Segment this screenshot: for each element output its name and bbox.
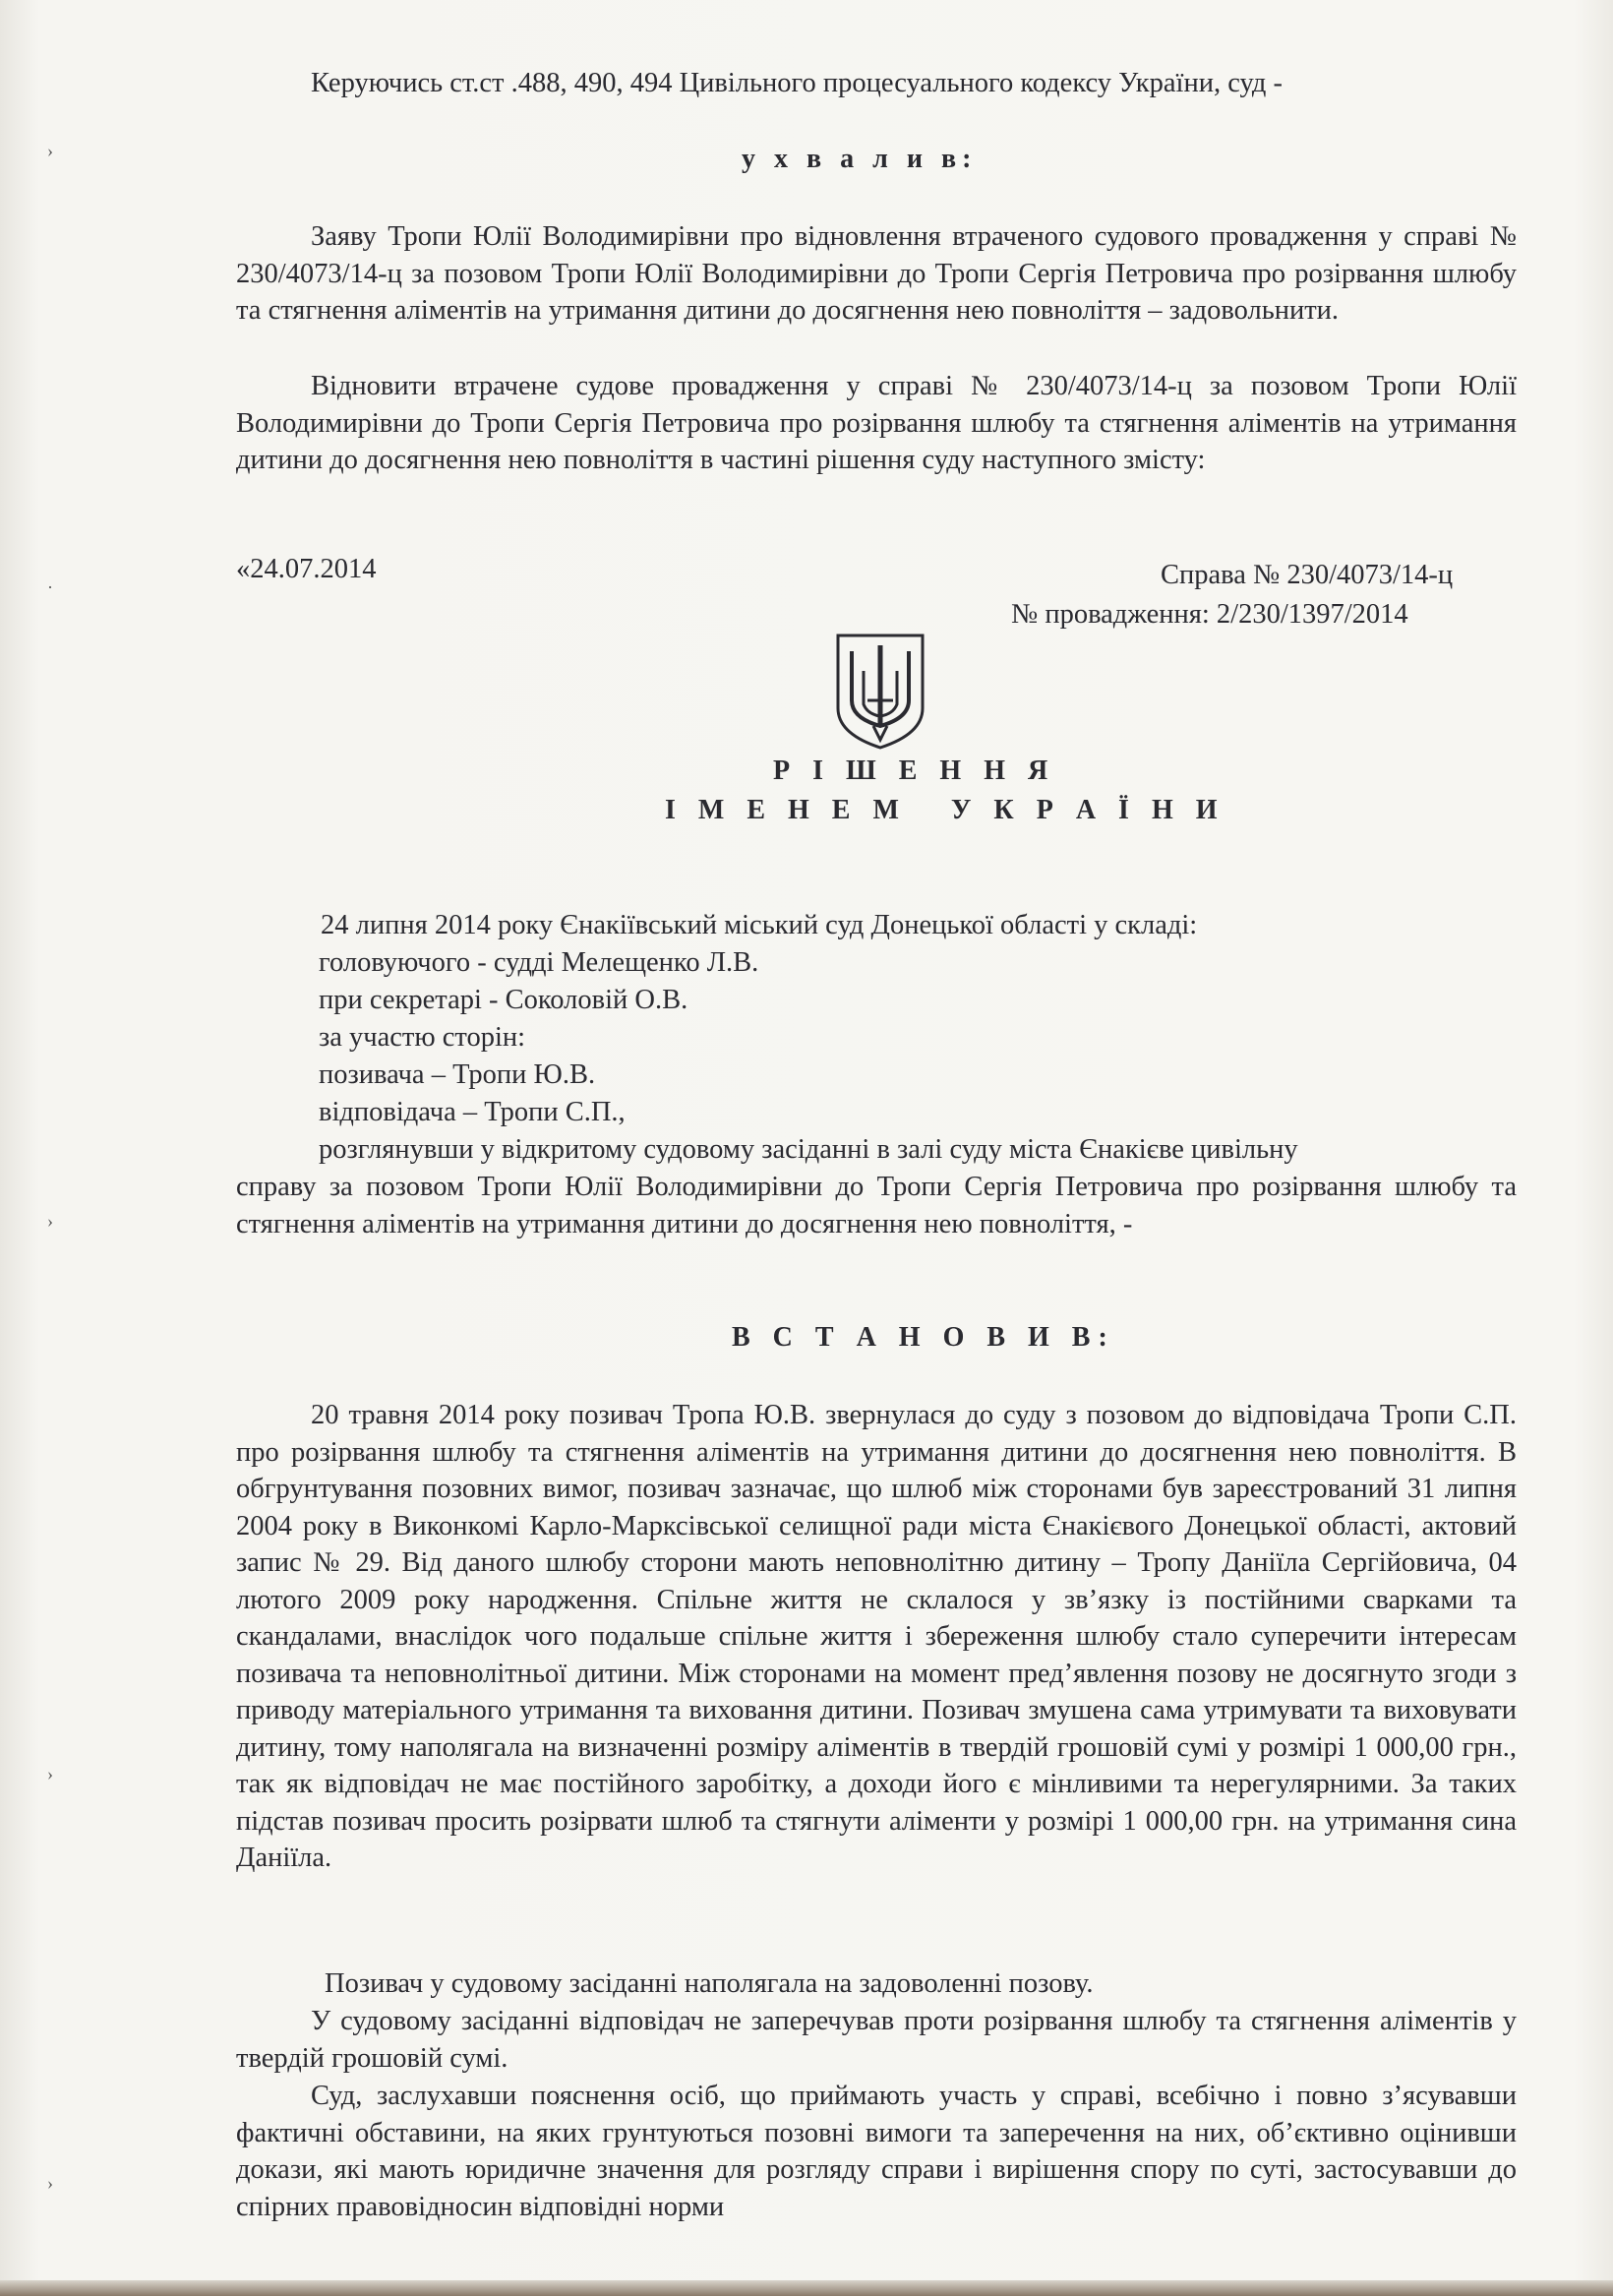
margin-mark: › — [47, 141, 53, 160]
ruled-paragraph-2: Відновити втрачене судове провадження у справі № 230/4073/14-ц за позовом Тропи Юлії Володимирівни до Тропи Сергія Петровича про розірвання шлюбу та стягнення аліментів на утримання дитини до досягнення нею повноліття в частині рішення суду наступного змісту: — [236, 371, 1517, 475]
established-paragraph-2: Позивач у судовому засіданні наполягала на задоволенні позову. — [325, 1968, 1094, 1999]
trident-emblem-icon — [834, 632, 926, 752]
ruled-paragraph-1: Заяву Тропи Юлії Володимирівни про відновлення втраченого судового провадження у справі № 230/4073/14-ц за позовом Тропи Юлії Володимирівни до Тропи Сергія Петровича про розірвання шлюбу та стягнення аліментів на утримання дитини до досягнення нею повноліття – задовольнити. — [236, 221, 1517, 326]
court-line-6: відповідача – Тропи С.П., — [319, 1097, 626, 1127]
court-line-1: 24 липня 2014 року Єнакіївський міський суд Донецької області у складі: — [321, 910, 1198, 940]
margin-mark: › — [47, 1211, 53, 1231]
case-number: Справа № 230/4073/14-ц — [1161, 560, 1454, 590]
decision-subtitle: І М Е Н Е М У К Р А Ї Н И — [665, 795, 1225, 825]
established-paragraph-4: Суд, заслухавши пояснення осіб, що приймають участь у справі, всебічно і повно з’ясувавши фактичні обставини, на яких грунтуються позовні вимоги та заперечення на них, об’єктивно оцінивши докази, які мають юридичне значення для розгляду справи і вирішення спору по суті, застосувавши до спірних правовідносин відповідні норми — [236, 2081, 1517, 2222]
court-line-5: позивача – Тропи Ю.В. — [319, 1059, 596, 1090]
considered-line: розглянувши у відкритому судовому засіданні в залі суду міста Єнакієве цивільну — [319, 1134, 1298, 1165]
heading-ruled: у х в а л и в: — [742, 144, 978, 174]
court-line-2: головуючого - судді Мелещенко Л.В. — [319, 947, 759, 978]
margin-mark: · — [47, 577, 53, 597]
margin-mark: › — [47, 2173, 53, 2193]
decision-date: «24.07.2014 — [236, 554, 377, 584]
court-line-3: при секретарі - Соколовій О.В. — [319, 985, 688, 1015]
decision-title: Р І Ш Е Н Н Я — [773, 755, 1056, 786]
proceeding-number: № провадження: 2/230/1397/2014 — [1011, 599, 1408, 630]
court-line-4: за участю сторін: — [319, 1022, 526, 1053]
heading-established: В С Т А Н О В И В: — [732, 1322, 1115, 1353]
established-paragraph-3: У судовому засіданні відповідач не заперечував проти розірвання шлюбу та стягнення аліментів у твердій грошовій сумі. — [236, 2006, 1517, 2074]
intro-line: Керуючись ст.ст .488, 490, 494 Цивільного процесуального кодексу України, суд - — [311, 68, 1284, 98]
considered-rest: справу за позовом Тропи Юлії Володимирівни до Тропи Сергія Петровича про розірвання шлюбу та стягнення аліментів на утримання дитини до досягнення нею повноліття, - — [236, 1172, 1517, 1239]
established-paragraph-1: 20 травня 2014 року позивач Тропа Ю.В. звернулася до суду з позовом до відповідача Тропи С.П. про розірвання шлюбу та стягнення аліментів на утримання дитини до досягнення нею повноліття. В обгрунтування позовних вимог, позивач зазначає, що шлюб між сторонами був зареєстрований 31 липня 2004 року в Виконкомі Карло-Марксівської селищної ради міста Єнакієвого Донецької області, актовий запис № 29. Від даного шлюбу сторони мають неповнолітню дитину – Тропу Даніїла Сергійовича, 04 лютого 2009 року народження. Спільне життя не склалося у зв’язку із постійними сварками та скандалами, внаслідок чого подальше спільне життя і збереження шлюбу стало суперечити інтересам позивача та неповнолітньої дитини. Між сторонами на момент пред’явлення позову не досягнуто згоди з приводу матеріального утримання та виховання дитини. Позивач змушена сама утримувати та виховувати дитину, тому наполягала на визначенні розміру аліментів в твердій грошовій сумі у розмірі 1 000,00 грн., так як відповідач не має постійного заробітку, а доходи його є мінливими та нерегулярними. За таких підстав позивач просить розірвати шлюб та стягнути аліменти у розмірі 1 000,00 грн. на утримання сина Даніїла. — [236, 1400, 1517, 1873]
scan-edge — [0, 2280, 1613, 2296]
margin-mark: › — [47, 1764, 53, 1783]
